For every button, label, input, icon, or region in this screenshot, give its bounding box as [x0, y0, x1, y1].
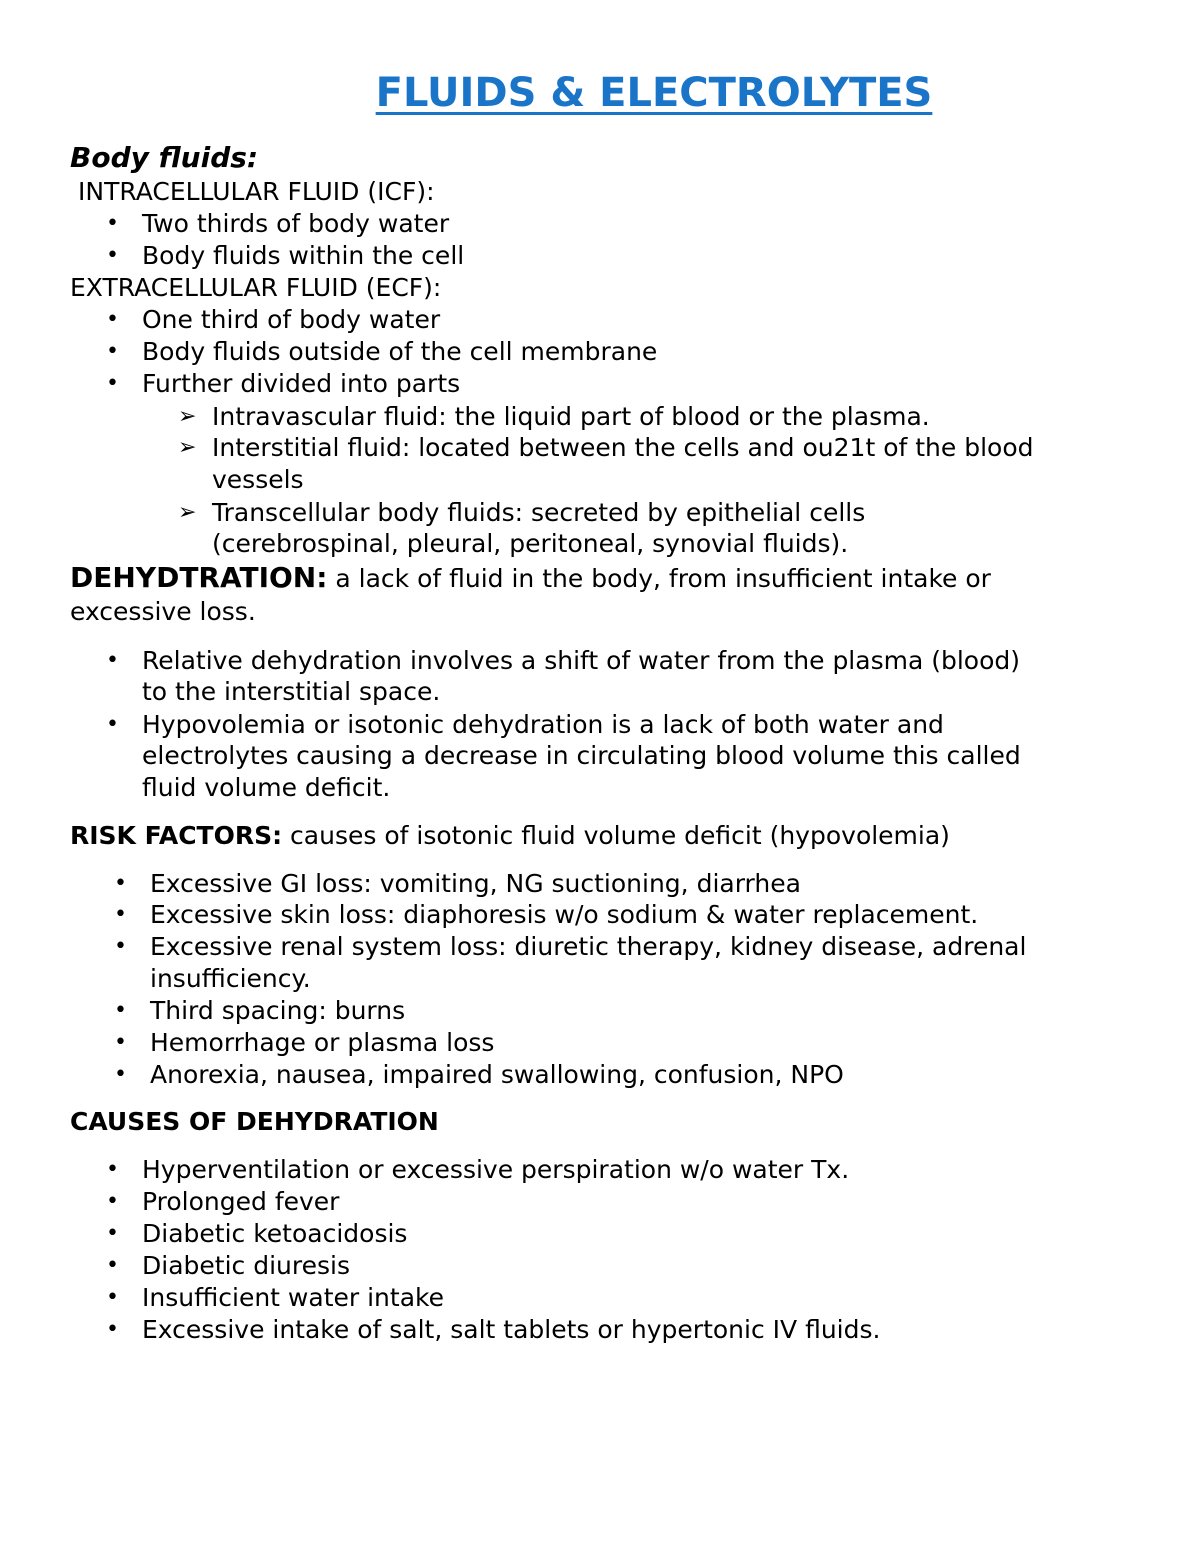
bullet-icon: • — [106, 1221, 119, 1246]
bullet-icon: • — [106, 371, 119, 396]
dehydration-item-cont: electrolytes causing a decrease in circulating blood volume this called — [142, 741, 1021, 770]
dehydration-definition — [70, 562, 991, 595]
risk-item: Third spacing: burns — [150, 996, 406, 1025]
dehydration-term: DEHYDTRATION: — [70, 561, 328, 594]
cause-item: Hyperventilation or excessive perspiration w/o water Tx. — [142, 1155, 850, 1184]
ecf-sub-item-cont: vessels — [212, 465, 304, 494]
bullet-icon: • — [106, 1189, 119, 1214]
dehydration-def-text: a lack of fluid in the body, from insufficient intake or — [327, 564, 991, 593]
ecf-item: Body fluids outside of the cell membrane — [142, 337, 658, 366]
dehydration-item: Hypovolemia or isotonic dehydration is a lack of both water and — [142, 710, 944, 739]
bullet-icon: • — [106, 307, 119, 332]
arrow-bullet-icon: ➢ — [178, 404, 197, 429]
cause-item: Insufficient water intake — [142, 1283, 444, 1312]
dehydration-item: Relative dehydration involves a shift of water from the plasma (blood) — [142, 646, 1021, 675]
bullet-icon: • — [114, 998, 127, 1023]
bullet-icon: • — [106, 1317, 119, 1342]
page-title: FLUIDS & ELECTROLYTES — [375, 70, 933, 116]
dehydration-item-cont: fluid volume deficit. — [142, 773, 391, 802]
bullet-icon: • — [106, 1285, 119, 1310]
ecf-item: Further divided into parts — [142, 369, 461, 398]
ecf-item: One third of body water — [142, 305, 441, 334]
bullet-icon: • — [106, 243, 119, 268]
dehydration-item-cont: to the interstitial space. — [142, 677, 441, 706]
ecf-label: EXTRACELLULAR FLUID (ECF): — [70, 273, 442, 302]
ecf-sub-item-cont: (cerebrospinal, pleural, peritoneal, synovial fluids). — [212, 529, 849, 558]
bullet-icon: • — [106, 648, 119, 673]
icf-item: Body fluids within the cell — [142, 241, 465, 270]
risk-item: Anorexia, nausea, impaired swallowing, confusion, NPO — [150, 1060, 844, 1089]
ecf-sub-item: Interstitial fluid: located between the cells and ou21t of the blood — [212, 433, 1034, 462]
cause-item: Diabetic ketoacidosis — [142, 1219, 408, 1248]
causes-heading: CAUSES OF DEHYDRATION — [70, 1107, 439, 1136]
bullet-icon: • — [114, 934, 127, 959]
bullet-icon: • — [106, 211, 119, 236]
risk-item: Hemorrhage or plasma loss — [150, 1028, 495, 1057]
bullet-icon: • — [106, 1253, 119, 1278]
bullet-icon: • — [106, 1157, 119, 1182]
bullet-icon: • — [114, 1030, 127, 1055]
ecf-sub-item: Intravascular fluid: the liquid part of blood or the plasma. — [212, 402, 930, 431]
cause-item: Prolonged fever — [142, 1187, 340, 1216]
cause-item: Diabetic diuresis — [142, 1251, 350, 1280]
risk-factors-heading — [70, 820, 950, 852]
risk-factors-label: RISK FACTORS: — [70, 821, 283, 850]
icf-label: INTRACELLULAR FLUID (ICF): — [78, 177, 435, 206]
risk-item: Excessive renal system loss: diuretic therapy, kidney disease, adrenal — [150, 932, 1027, 961]
risk-item: Excessive skin loss: diaphoresis w/o sodium & water replacement. — [150, 900, 979, 929]
arrow-bullet-icon: ➢ — [178, 435, 197, 460]
body-fluids-heading: Body fluids: — [70, 141, 259, 174]
bullet-icon: • — [106, 339, 119, 364]
risk-item-cont: insufficiency. — [150, 964, 311, 993]
risk-item: Excessive GI loss: vomiting, NG suctioning, diarrhea — [150, 869, 801, 898]
bullet-icon: • — [106, 712, 119, 737]
dehydration-def-cont: excessive loss. — [70, 597, 256, 626]
icf-item: Two thirds of body water — [142, 209, 450, 238]
bullet-icon: • — [114, 1062, 127, 1087]
bullet-icon: • — [114, 902, 127, 927]
cause-item: Excessive intake of salt, salt tablets or hypertonic IV fluids. — [142, 1315, 881, 1344]
arrow-bullet-icon: ➢ — [178, 500, 197, 525]
bullet-icon: • — [114, 871, 127, 896]
ecf-sub-item: Transcellular body fluids: secreted by epithelial cells — [212, 498, 866, 527]
risk-factors-text: causes of isotonic fluid volume deficit (hypovolemia) — [282, 821, 950, 850]
